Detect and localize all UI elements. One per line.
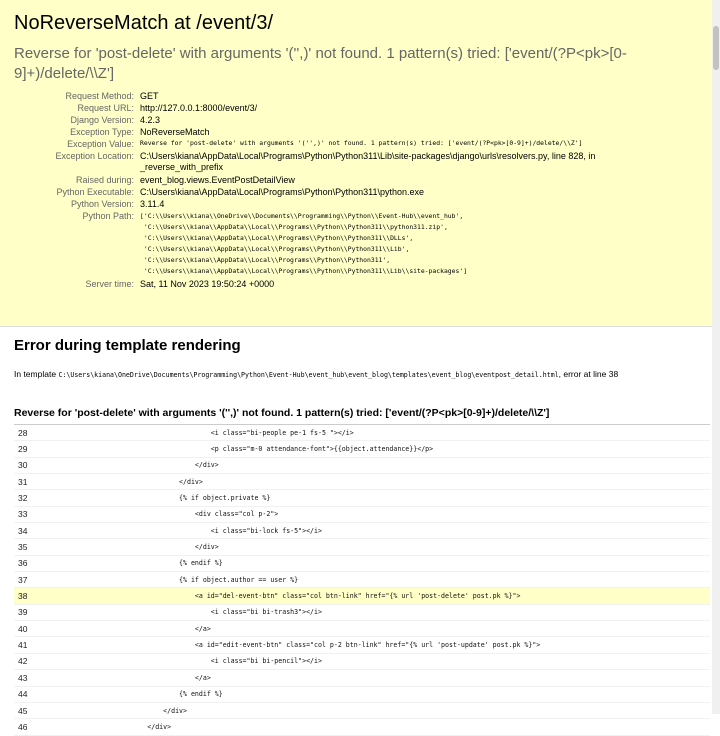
server-time-label: Server time: — [85, 279, 134, 289]
template-error-heading: Error during template rendering — [14, 337, 241, 354]
template-error-message: Reverse for 'post-delete' with arguments '('',)' not found. 1 pattern(s) tried: ['event/(?P<pk>[0-9]+)/delete/\\Z'] — [14, 407, 550, 419]
source-line — [14, 523, 710, 539]
exception-location-value — [140, 150, 680, 174]
line-code: </div> — [52, 706, 187, 715]
python-path-text: ['C:\\Users\\kiana\\OneDrive\\Documents\\Programming\\Python\\Event-Hub\\event_hub', 'C:\\Users\\kiana\\AppData\\Local\\Programs\\Python\\Python311\\python311.zip', 'C:\\Users\\kiana\\AppData\\Local\\Programs\\Python\\Python311\\DLLs', 'C:\\Users\\kiana\\AppData\\Local\\Programs\\Python\\Python311\\Lib', 'C:\\Users\\kiana\\AppData\\Local\\Programs\\Python\\Python311', 'C:\\Users\\kiana\\AppData\\Local\\Programs\\Python\\Python311\\Lib\\site-packages'] — [140, 212, 468, 275]
python-path-label: Python Path: — [82, 211, 134, 221]
django-version-label: Django Version: — [70, 115, 134, 125]
raised-during-label: Raised during: — [75, 175, 134, 185]
source-line — [14, 605, 710, 621]
template-error-section — [0, 327, 712, 732]
scrollbar-thumb[interactable] — [713, 26, 719, 70]
line-code: </div> — [52, 543, 219, 552]
request-method-label: Request Method: — [65, 91, 134, 101]
error-line-info: , error at line 38 — [558, 369, 619, 379]
source-line-error — [14, 588, 710, 604]
exception-location-row — [14, 150, 680, 174]
line-code: <i class="bi-lock fs-5"></i> — [52, 526, 322, 535]
line-number: 46 — [18, 721, 28, 732]
server-time-row — [14, 278, 680, 290]
request-url-value: http://127.0.0.1:8000/event/3/ — [140, 103, 258, 113]
python-executable-value: C:\Users\kiana\AppData\Local\Programs\Python\Python311\python.exe — [140, 187, 424, 197]
line-number: 44 — [18, 689, 28, 700]
line-code: {% if object.private %} — [52, 494, 271, 503]
line-code: <div class="col p-2"> — [52, 510, 279, 519]
source-line — [14, 637, 710, 653]
python-path-row — [14, 210, 680, 278]
django-version-row — [14, 114, 680, 126]
line-number: 31 — [18, 476, 28, 487]
line-code: </a> — [52, 624, 211, 633]
line-number: 37 — [18, 574, 28, 585]
source-line — [14, 539, 710, 555]
line-number: 42 — [18, 656, 28, 667]
exception-location-text: C:\Users\kiana\AppData\Local\Programs\Python\Python311\Lib\site-packages\django\urls\resolvers.py, line 828, in _reverse_with_prefix — [140, 151, 596, 172]
exception-type-value: NoReverseMatch — [140, 127, 210, 137]
source-line — [14, 425, 710, 441]
exception-type-row — [14, 126, 680, 138]
template-source — [14, 424, 710, 732]
request-info-table — [14, 90, 680, 290]
raised-during-value: event_blog.views.EventPostDetailView — [140, 175, 295, 185]
exception-location-label: Exception Location: — [55, 151, 134, 161]
line-number: 34 — [18, 525, 28, 536]
line-code: <p class="m-0 attendance-font">{{object.attendance}}</p> — [52, 445, 434, 454]
line-number: 33 — [18, 509, 28, 520]
line-number: 45 — [18, 705, 28, 716]
python-version-value: 3.11.4 — [140, 199, 165, 209]
line-code: </div> — [52, 461, 219, 470]
django-version-value: 4.2.3 — [140, 115, 161, 125]
source-line — [14, 703, 710, 719]
line-code: <i class="bi bi-trash3"></i> — [52, 608, 322, 617]
page-title: NoReverseMatch at /event/3/ — [14, 12, 274, 34]
source-line — [14, 507, 710, 523]
python-version-label: Python Version: — [70, 199, 134, 209]
request-url-label: Request URL: — [77, 103, 134, 113]
source-line — [14, 687, 710, 703]
source-line — [14, 654, 710, 670]
source-line — [14, 719, 710, 735]
vertical-scrollbar[interactable] — [712, 0, 720, 714]
source-line — [14, 621, 710, 637]
exception-summary — [0, 0, 712, 327]
template-info — [14, 369, 694, 381]
line-number: 43 — [18, 672, 28, 683]
python-executable-label: Python Executable: — [56, 187, 134, 197]
line-number: 28 — [18, 427, 28, 438]
line-code: {% if object.author == user %} — [52, 575, 299, 584]
line-number: 36 — [18, 558, 28, 569]
line-code: {% endif %} — [52, 559, 223, 568]
template-path: C:\Users\kiana\OneDrive\Documents\Programming\Python\Event-Hub\event_hub\event_blog\templates\event_blog\eventpost_detail.html — [58, 371, 559, 379]
line-code: </div> — [52, 477, 203, 486]
source-line — [14, 572, 710, 588]
request-method-row — [14, 90, 680, 102]
exception-value-value: Reverse for 'post-delete' with arguments '('',)' not found. 1 pattern(s) tried: ['event/(?P<pk>[0-9]+)/delete/\\Z'] — [140, 139, 583, 147]
request-method-value: GET — [140, 91, 159, 101]
source-line — [14, 474, 710, 490]
line-code: </div> — [52, 722, 172, 731]
raised-during-row — [14, 174, 680, 186]
line-code: <a id="edit-event-btn" class="col p-2 btn-link" href="{% url 'post-update' post.pk %}"> — [52, 641, 541, 650]
source-line — [14, 556, 710, 572]
source-line — [14, 441, 710, 457]
source-line — [14, 490, 710, 506]
line-number: 35 — [18, 542, 28, 553]
line-code: <i class="bi bi-pencil"></i> — [52, 657, 322, 666]
line-number: 40 — [18, 623, 28, 634]
line-number: 29 — [18, 444, 28, 455]
line-code: {% endif %} — [52, 690, 223, 699]
python-path-value — [140, 210, 680, 278]
in-template-prefix: In template — [14, 369, 57, 379]
exception-message: Reverse for 'post-delete' with arguments '('',)' not found. 1 pattern(s) tried: ['event/(?P<pk>[0-9]+)/delete/\\Z'] — [14, 45, 627, 82]
exception-type-label: Exception Type: — [70, 127, 134, 137]
source-line — [14, 670, 710, 686]
python-version-row — [14, 198, 680, 210]
source-line — [14, 458, 710, 474]
line-number: 38 — [18, 591, 28, 602]
line-code: </a> — [52, 673, 211, 682]
line-number: 30 — [18, 460, 28, 471]
line-code: <a id="del-event-btn" class="col btn-link" href="{% url 'post-delete' post.pk %}"> — [52, 592, 521, 601]
line-code: <i class="bi-people pe-1 fs-5 "></i> — [52, 428, 354, 437]
exception-value-label: Exception Value: — [67, 139, 134, 149]
server-time-value: Sat, 11 Nov 2023 19:50:24 +0000 — [140, 279, 275, 289]
request-url-row — [14, 102, 680, 114]
python-executable-row — [14, 186, 680, 198]
line-number: 39 — [18, 607, 28, 618]
line-number: 41 — [18, 640, 28, 651]
exception-value-row — [14, 138, 680, 150]
line-number: 32 — [18, 493, 28, 504]
